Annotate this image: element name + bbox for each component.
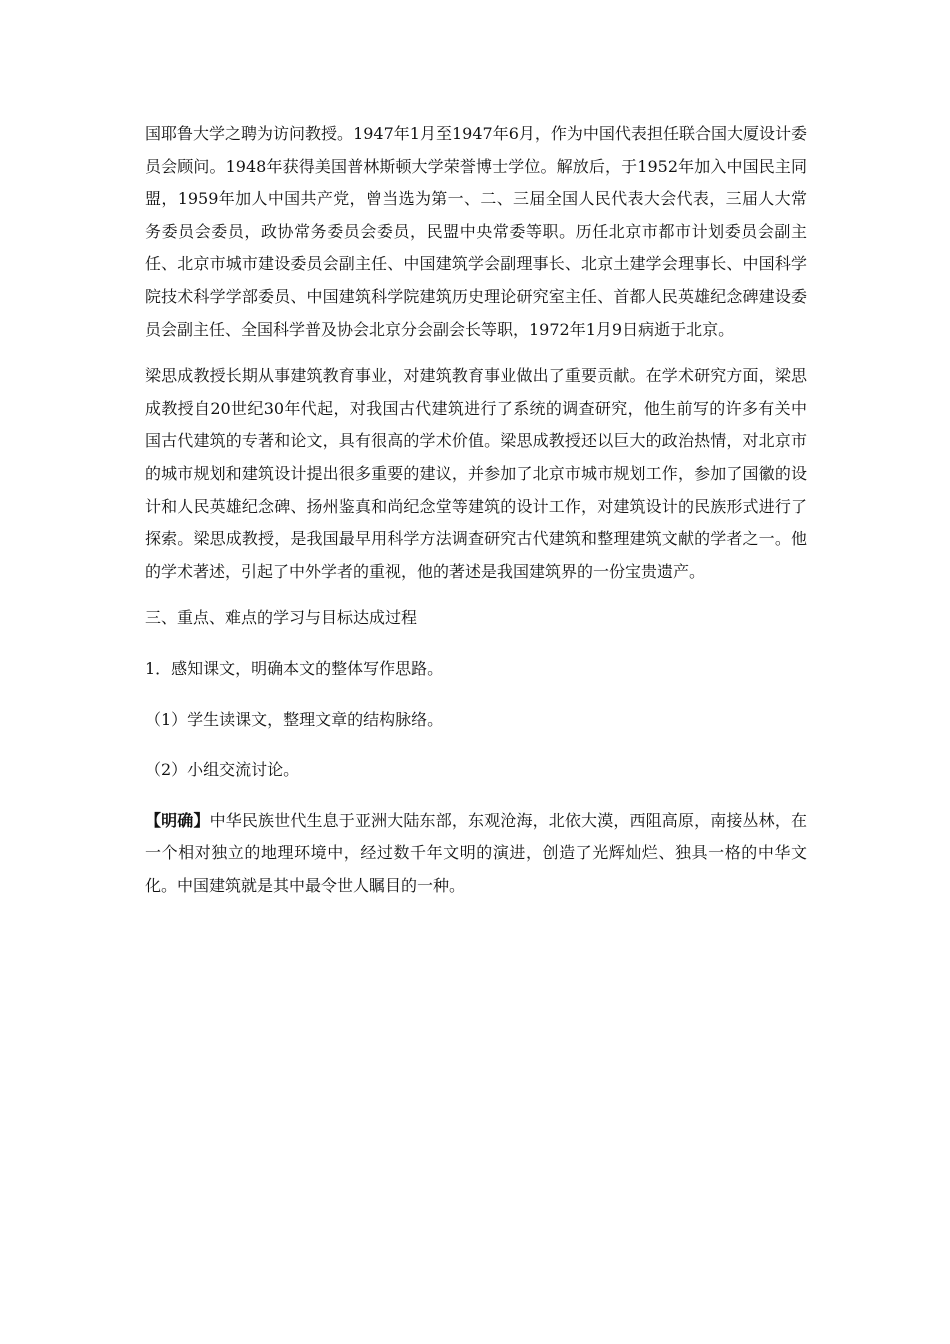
answer-text: 中华民族世代生息于亚洲大陆东部，东观沧海，北依大漠，西阻高原，南接丛林，在一个相对独立的地理环境中，经过数千年文明的演进，创造了光辉灿烂、独具一格的中华文化。中国建筑就是其中最令世人瞩目的一种。 <box>145 810 807 895</box>
step-1-text: 1．感知课文，明确本文的整体写作思路。 <box>145 658 444 678</box>
document-body <box>145 118 807 902</box>
answer-paragraph <box>145 805 807 903</box>
step-1-sub-1: （1）学生读课文，整理文章的结构脉络。 <box>145 709 444 729</box>
step-1-sub-2: （2）小组交流讨论。 <box>145 760 300 780</box>
answer-label: 【明确】 <box>145 810 210 830</box>
contribution-paragraph: 梁思成教授长期从事建筑教育事业，对建筑教育事业做出了重要贡献。在学术研究方面，梁思成教授自20世纪30年代起，对我国古代建筑进行了系统的调查研究，他生前写的许多有关中国古代建筑的专著和论文，具有很高的学术价值。梁思成教授还以巨大的政治热情，对北京市的城市规划和建筑设计提出很多重要的建议，并参加了北京市城市规划工作，参加了国徽的设计和人民英雄纪念碑、扬州鉴真和尚纪念堂等建筑的设计工作，对建筑设计的民族形式进行了探索。梁思成教授，是我国最早用科学方法调查研究古代建筑和整理建筑文献的学者之一。他的学术著述，引起了中外学者的重视，他的著述是我国建筑界的一份宝贵遗产。 <box>145 366 807 581</box>
biography-paragraph: 国耶鲁大学之聘为访问教授。1947年1月至1947年6月，作为中国代表担任联合国大厦设计委员会顾问。1948年获得美国普林斯顿大学荣誉博士学位。解放后，于1952年加入中国民主同盟，1959年加人中国共产党，曾当选为第一、二、三届全国人民代表大会代表，三届人大常务委员会委员，政协常务委员会委员，民盟中央常委等职。历任北京市都市计划委员会副主任、北京市城市建设委员会副主任、中国建筑学会副理事长、北京土建学会理事长、中国科学院技术科学学部委员、中国建筑科学院建筑历史理论研究室主任、首都人民英雄纪念碑建设委员会副主任、全国科学普及协会北京分会副会长等职，1972年1月9日病逝于北京。 <box>145 124 807 339</box>
section-heading: 三、重点、难点的学习与目标达成过程 <box>145 608 418 628</box>
